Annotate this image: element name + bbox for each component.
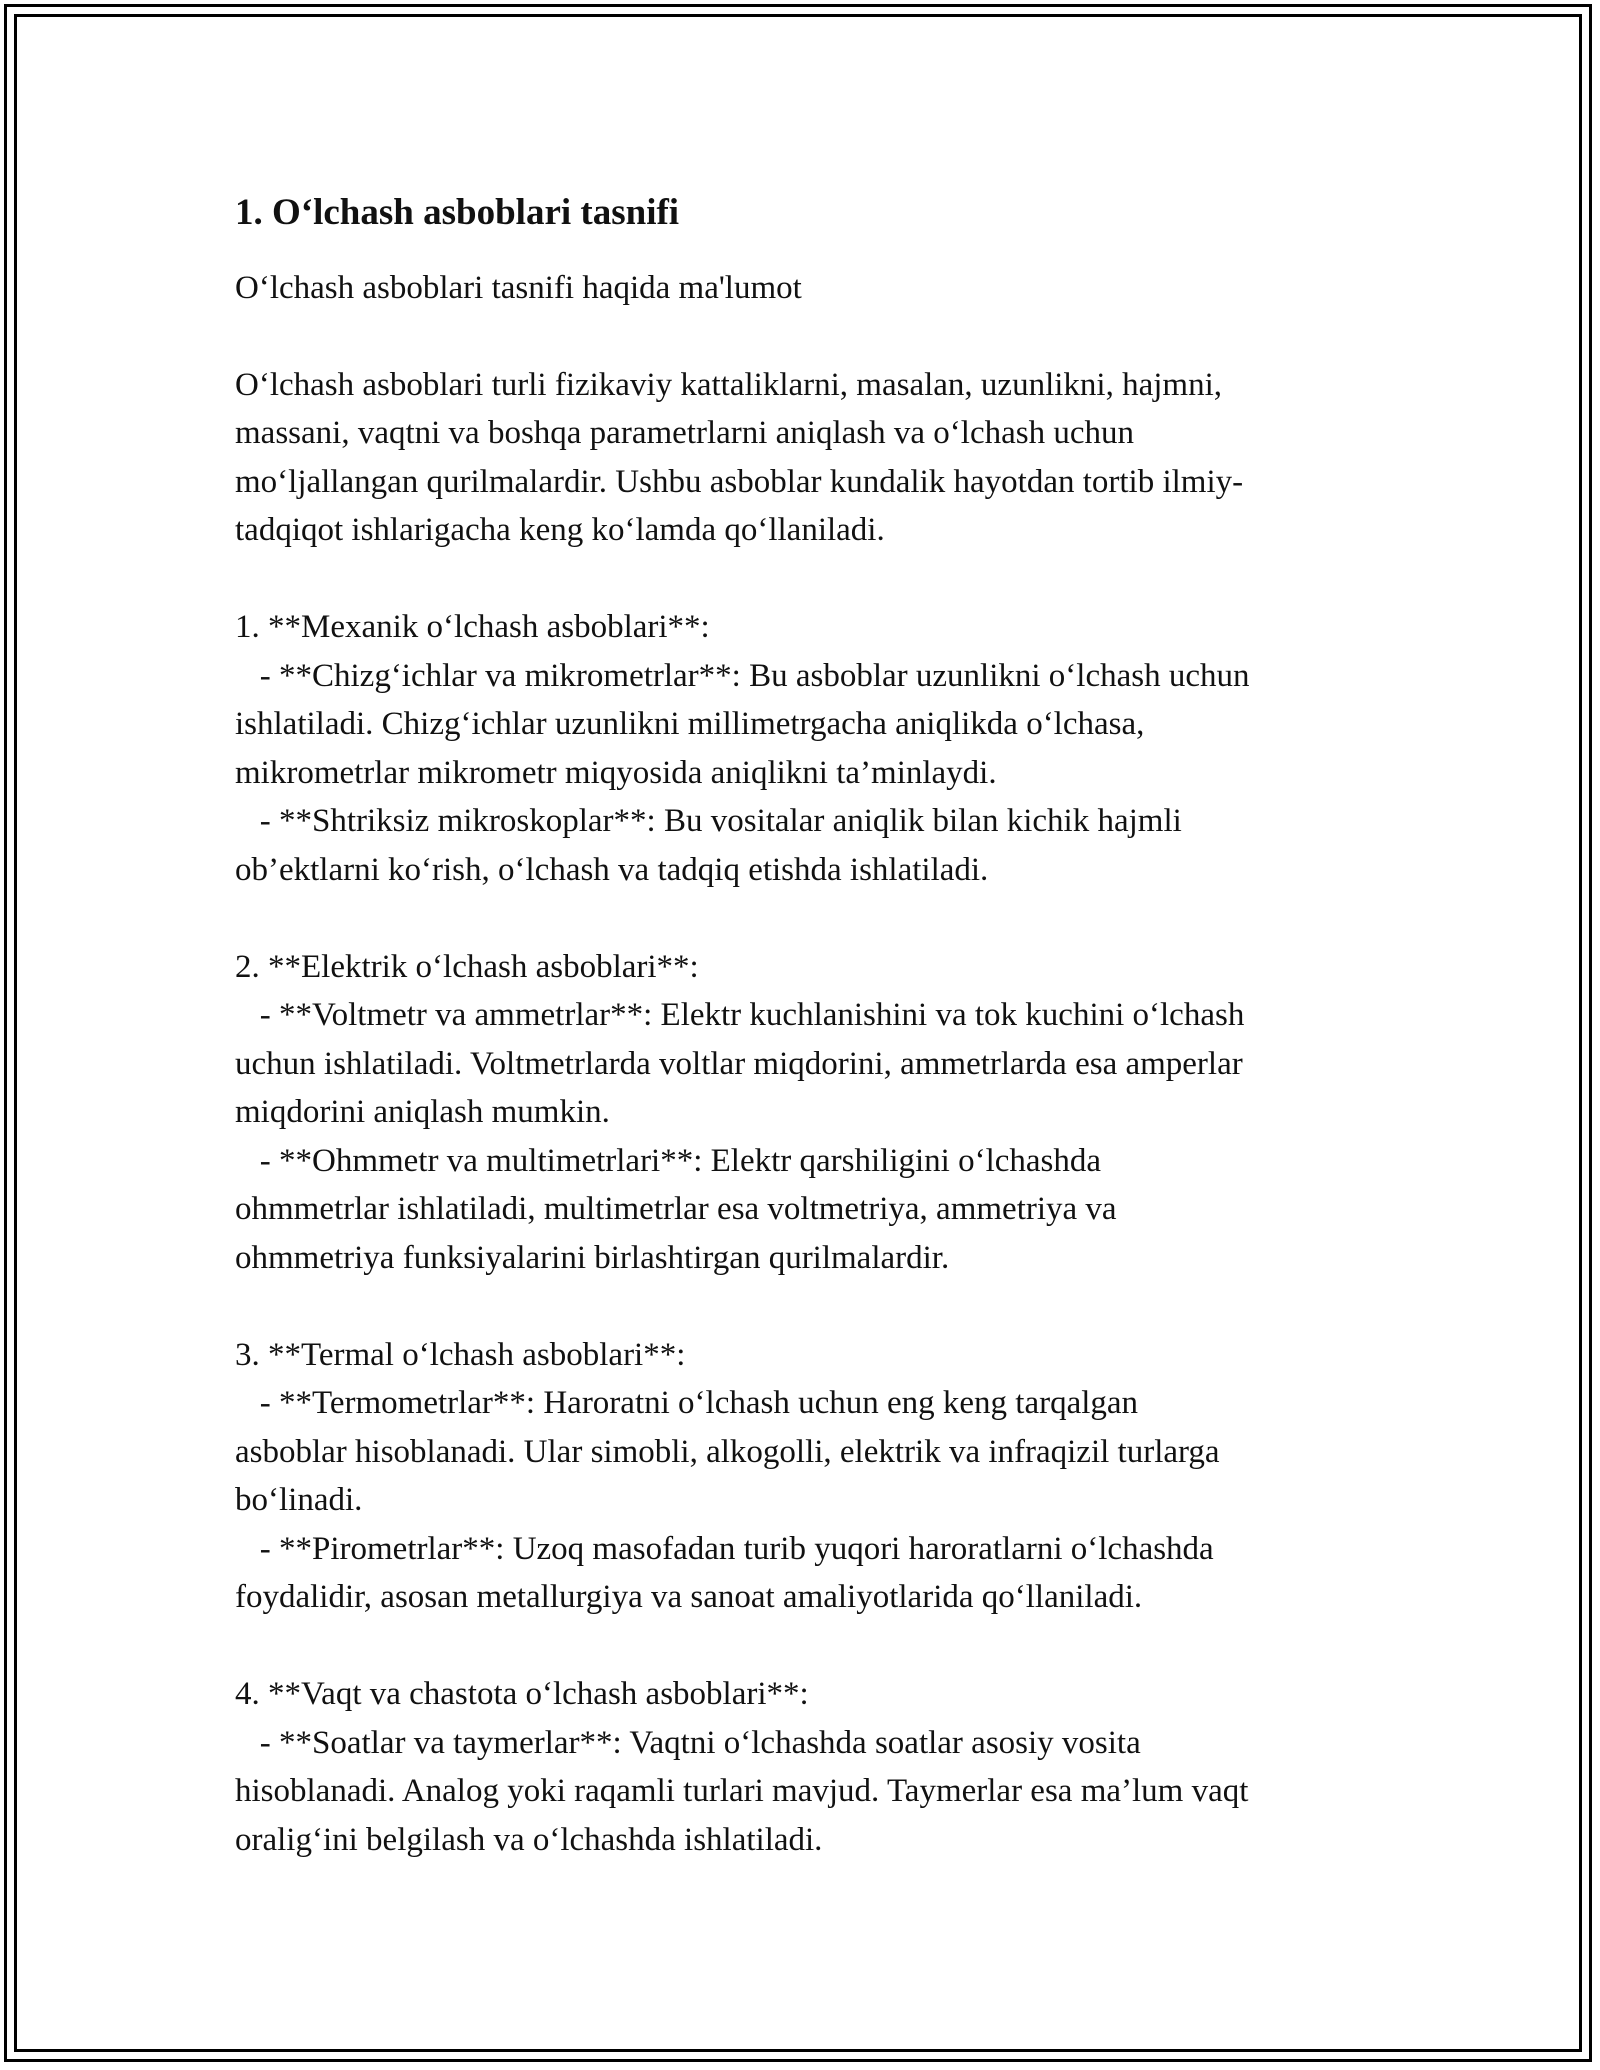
spacer [235,1622,1375,1671]
section-line: - **Ohmmetr va multimetrlari**: Elektr qarshiligini o‘lchashda [235,1142,1102,1179]
section-line: miqdorini aniqlash mumkin. [235,1094,610,1130]
spacer [235,312,1375,361]
section-line: ohmmetriya funksiyalarini birlashtirgan qurilmalardir. [235,1239,950,1276]
section-line: - **Soatlar va taymerlar**: Vaqtni o‘lchashda soatlar asosiy vosita [235,1724,1141,1761]
section-heading: 3. **Termal o‘lchash asboblari**: [235,1336,686,1373]
intro-line: mo‘ljallangan qurilmalardir. Ushbu asboblar kundalik hayotdan tortib ilmiy- [235,463,1244,500]
section-1 [235,603,1375,894]
intro-paragraph [235,361,1375,555]
section-line: uchun ishlatiladi. Voltmetrlarda voltlar miqdorini, ammetrlarda esa amperlar [235,1045,1243,1082]
section-line: - **Voltmetr va ammetrlar**: Elektr kuchlanishini va tok kuchini o‘lchash [235,997,1245,1033]
spacer [235,1282,1375,1331]
section-line: - **Shtriksiz mikroskoplar**: Bu vositalar aniqlik bilan kichik hajmli [235,803,1182,839]
intro-line: massani, vaqtni va boshqa parametrlarni aniqlash va o‘lchash uchun [235,415,1134,451]
section-4 [235,1670,1375,1864]
document-body [235,188,1375,1864]
section-line: bo‘linadi. [235,1482,363,1518]
section-line: oralig‘ini belgilash va o‘lchashda ishlatiladi. [235,1821,823,1858]
section-line: - **Termometrlar**: Haroratni o‘lchash uchun eng keng tarqalgan [235,1385,1139,1421]
sections-container [235,555,1375,1865]
section-line: asboblar hisoblanadi. Ular simobli, alkogolli, elektrik va infraqizil turlarga [235,1433,1220,1470]
subtitle: O‘lchash asboblari tasnifi haqida ma'lumot [235,270,802,306]
spacer [235,894,1375,943]
section-3 [235,1331,1375,1622]
page-title: 1. O‘lchash asboblari tasnifi [235,192,680,233]
section-line: ishlatiladi. Chizg‘ichlar uzunlikni millimetrgacha aniqlikda o‘lchasa, [235,706,1145,742]
section-line: foydalidir, asosan metallurgiya va sanoat amaliyotlarida qo‘llaniladi. [235,1579,1143,1615]
section-2 [235,943,1375,1283]
intro-line: O‘lchash asboblari turli fizikaviy kattaliklarni, masalan, uzunlikni, hajmni, [235,366,1222,403]
section-heading: 2. **Elektrik o‘lchash asboblari**: [235,948,699,985]
section-heading: 1. **Mexanik o‘lchash asboblari**: [235,609,710,645]
section-line: mikrometrlar mikrometr miqyosida aniqlikni ta’minlaydi. [235,754,997,791]
section-line: hisoblanadi. Analog yoki raqamli turlari mavjud. Taymerlar esa ma’lum vaqt [235,1773,1249,1809]
section-line: - **Chizg‘ichlar va mikrometrlar**: Bu asboblar uzunlikni o‘lchash uchun [235,657,1250,694]
section-line: ohmmetrlar ishlatiladi, multimetrlar esa voltmetriya, ammetriya va [235,1191,1117,1227]
section-line: ob’ektlarni ko‘rish, o‘lchash va tadqiq etishda ishlatiladi. [235,851,989,888]
intro-line: tadqiqot ishlarigacha keng ko‘lamda qo‘llaniladi. [235,512,885,548]
section-heading: 4. **Vaqt va chastota o‘lchash asboblari**: [235,1676,809,1712]
section-line: - **Pirometrlar**: Uzoq masofadan turib yuqori haroratlarni o‘lchashda [235,1530,1214,1567]
spacer [235,555,1375,604]
